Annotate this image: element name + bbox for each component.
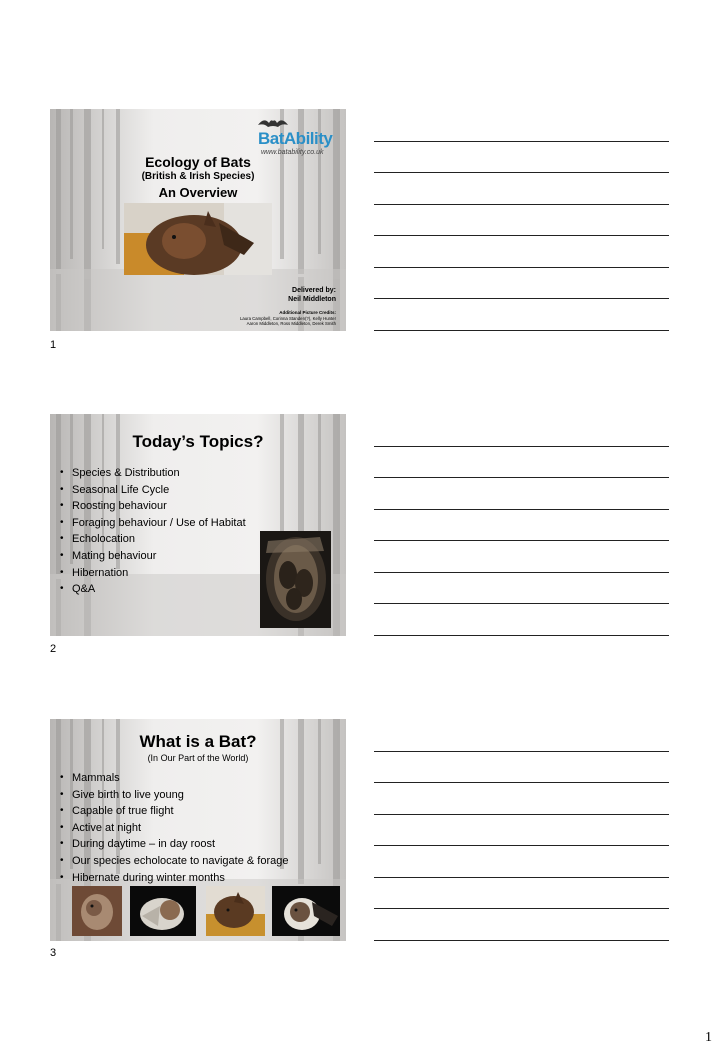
- credits-label: Additional Picture Credits:: [279, 310, 336, 315]
- notes-line: [374, 940, 669, 941]
- slide-title: Today’s Topics?: [132, 432, 264, 451]
- slide-title: What is a Bat?: [139, 732, 257, 751]
- list-item: • Hibernate during winter months: [60, 870, 288, 887]
- notes-line: [374, 509, 669, 510]
- notes-line: [374, 845, 669, 846]
- notes-line: [374, 540, 669, 541]
- notes-line: [374, 204, 669, 205]
- page-number: 1: [705, 1030, 712, 1045]
- notes-line: [374, 635, 669, 636]
- list-item: • Mating behaviour: [60, 548, 246, 565]
- presenter-name: Neil Middleton: [288, 296, 336, 303]
- bat-facts-list: [60, 770, 288, 886]
- slide-number: 2: [50, 643, 57, 655]
- notes-line: [374, 141, 669, 142]
- batability-logo: [258, 117, 342, 157]
- bat-photo: [206, 886, 265, 936]
- slide-overview: An Overview: [158, 185, 238, 200]
- notes-line: [374, 751, 669, 752]
- notes-line: [374, 908, 669, 909]
- list-item: • Active at night: [60, 820, 288, 837]
- list-item: • Give birth to live young: [60, 787, 288, 804]
- notes-line: [374, 603, 669, 604]
- logo-text-bat: Bat: [258, 129, 284, 148]
- list-item: • Seasonal Life Cycle: [60, 482, 246, 499]
- logo-text-ability: Ability: [283, 129, 333, 148]
- credits-line-2: Aaron Middleton, Ross Middleton, Derek Smith: [246, 321, 336, 326]
- list-item: • Hibernation: [60, 565, 246, 582]
- notes-line: [374, 877, 669, 878]
- bat-photo: [124, 203, 272, 275]
- list-item: • Foraging behaviour / Use of Habitat: [60, 515, 246, 532]
- notes-line: [374, 572, 669, 573]
- delivered-by-label: Delivered by:: [292, 287, 336, 294]
- bat-photo: [72, 886, 122, 936]
- notes-line: [374, 330, 669, 331]
- notes-line: [374, 267, 669, 268]
- slide-title: Ecology of Bats: [145, 154, 251, 170]
- hibernating-bats-photo: [260, 531, 331, 628]
- list-item: • Q&A: [60, 581, 246, 598]
- notes-line: [374, 814, 669, 815]
- slide-1: [50, 109, 346, 331]
- list-item: • Our species echolocate to navigate & forage: [60, 853, 288, 870]
- notes-line: [374, 235, 669, 236]
- notes-line: [374, 446, 669, 447]
- list-item: • During daytime – in day roost: [60, 836, 288, 853]
- slide-subtitle: (British & Irish Species): [141, 171, 255, 182]
- slide-number: 3: [50, 947, 57, 959]
- bat-photo: [272, 886, 340, 936]
- slide-2: [50, 414, 346, 636]
- logo-url: www.batability.co.uk: [261, 149, 324, 156]
- slide-subtitle: (In Our Part of the World): [147, 753, 249, 763]
- notes-line: [374, 477, 669, 478]
- list-item: • Species & Distribution: [60, 465, 246, 482]
- notes-line: [374, 298, 669, 299]
- slide-3: [50, 719, 346, 941]
- list-item: • Roosting behaviour: [60, 498, 246, 515]
- list-item: • Capable of true flight: [60, 803, 288, 820]
- bat-photo: [130, 886, 196, 936]
- list-item: • Mammals: [60, 770, 288, 787]
- list-item: • Echolocation: [60, 531, 246, 548]
- notes-line: [374, 172, 669, 173]
- topic-list: [60, 465, 246, 598]
- credits-line-1: Laura Campbell, Corinna Standen(?), Kelly Hunter: [239, 316, 336, 321]
- notes-line: [374, 782, 669, 783]
- slide-number: 1: [50, 339, 57, 351]
